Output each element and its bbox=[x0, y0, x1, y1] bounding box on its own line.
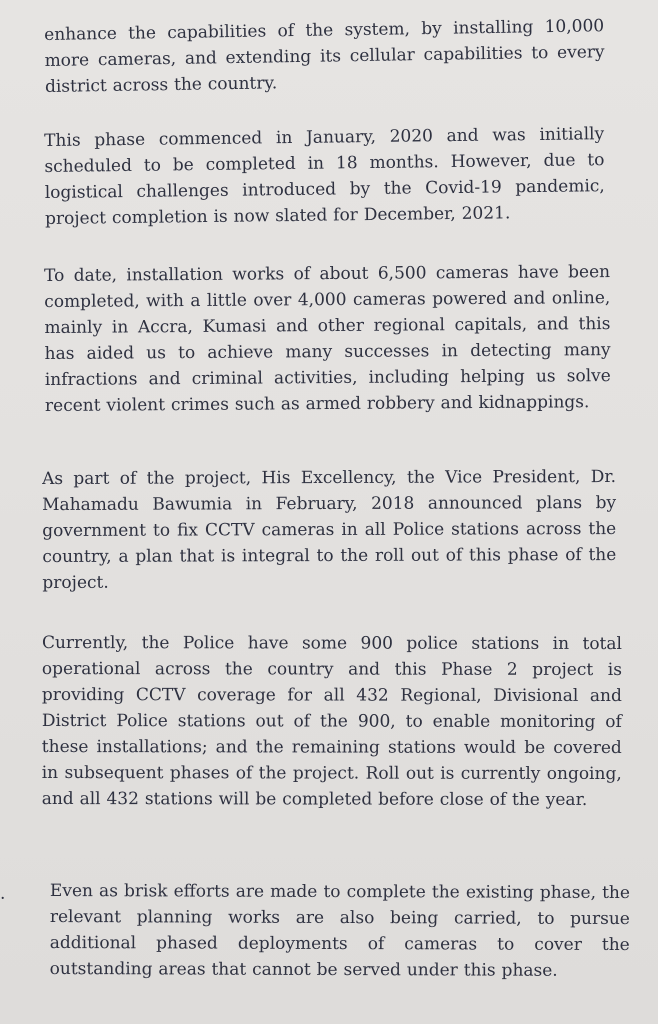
paragraph-future-deployments: Even as brisk efforts are made to complete the existing phase, the relevant planning works are also being carried, to pursue additional phased deployments of cameras to cover the outstanding areas that cannot be served under this phase. bbox=[49, 881, 630, 981]
paragraph-phase-schedule: This phase commenced in January, 2020 and was initially scheduled to be completed in 18 months. However, due to logistical challenges introduced by the Covid-19 pandemic, project completion is now slated for December, 2021. bbox=[44, 124, 605, 229]
paragraph-number-marker: . bbox=[0, 884, 6, 904]
paragraph-installation-progress: To date, installation works of about 6,500 cameras have been completed, with a little over 4,000 cameras powered and online, mainly in Accra, Kumasi and other regional capitals, and this has aided us to achieve many successes in detecting many infractions and criminal activities, including helping us solve recent violent crimes such as armed robbery and kidnappings. bbox=[44, 262, 611, 416]
paragraph-police-stations-coverage: Currently, the Police have some 900 police stations in total operational across the country and this Phase 2 project is providing CCTV coverage for all 432 Regional, Divisional and District Police stations out of the 900, to enable monitoring of these installations; and the remaining stations would be covered in subsequent phases of the project. Roll out is currently ongoing, and all 432 stations will be completed before close of the year. bbox=[41, 633, 622, 810]
paragraph-system-capabilities: enhance the capabilities of the system, by installing 10,000 more cameras, and extending its cellular capabilities to every district across the country. bbox=[44, 16, 605, 97]
paragraph-vice-president-announcement: As part of the project, His Excellency, the Vice President, Dr. Mahamadu Bawumia in February, 2018 announced plans by government to fix CCTV cameras in all Police stations across the country, a plan that is integral to the roll out of this phase of the project. bbox=[42, 466, 617, 593]
